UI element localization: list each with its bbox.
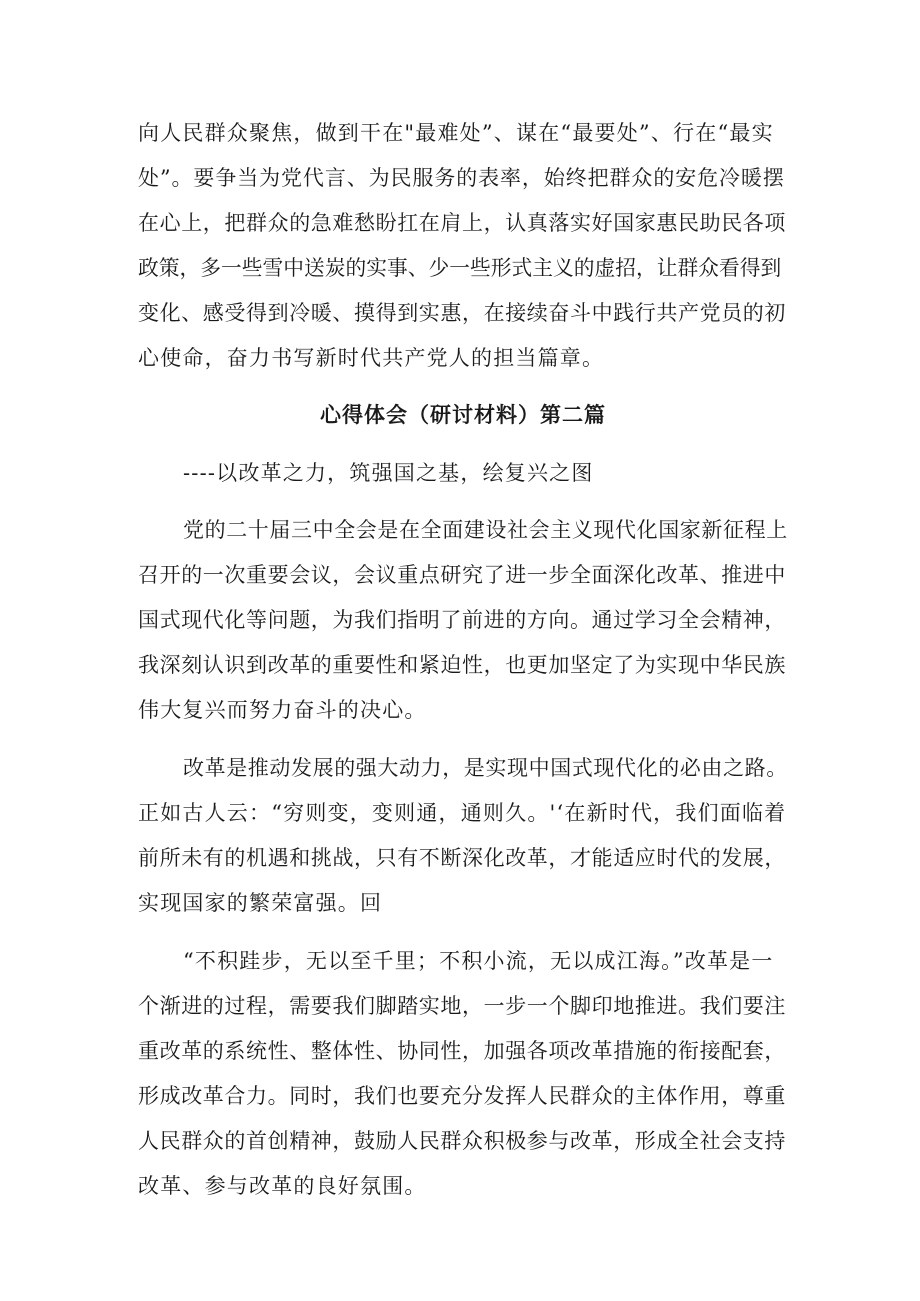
text-line: 改革是推动发展的强大动力，是实现中国式现代化的必由之路。 [183,756,788,780]
paragraph-3 [138,939,788,1209]
text-line: “不积跬步，无以至千里；不积小流，无以成江海。”改革是一 [183,949,774,973]
text-line: 实现国家的繁荣富强。回 [138,891,383,915]
paragraph-2 [138,746,788,926]
section-title: 心得体会（研讨材料）第二篇 [320,402,606,427]
text-line: 在心上，把群众的急难愁盼扛在肩上，认真落实好国家惠民助民各项 [138,211,786,235]
paragraph-continued [138,111,788,381]
text-line: 政策，多一些雪中送炭的实事、少一些形式主义的虚招，让群众看得到 [138,256,782,280]
subtitle: ----以改革之力，筑强国之基，绘复兴之图 [183,461,594,485]
paragraph-1 [138,508,788,733]
text-line: 召开的一次重要会议，会议重点研究了进一步全面深化改革、推进中 [138,563,786,587]
subtitle-paragraph [138,451,788,496]
text-line: 变化、感受得到冷暖、摸得到实惠，在接续奋斗中践行共产党员的初 [138,301,786,325]
text-line: 党的二十届三中全会是在全面建设社会主义现代化国家新征程上 [183,518,788,542]
text-line: 向人民群众聚焦，做到干在"最难处”、谋在“最要处”、行在“最实 [138,121,774,145]
text-line: 处”。要争当为党代言、为民服务的表率，始终把群众的安危冷暖摆 [138,166,785,190]
text-line: 正如古人云：“穷则变，变则通，通则久。'‘在新时代，我们面临着 [138,801,787,825]
text-line: 形成改革合力。同时，我们也要充分发挥人民群众的主体作用，尊重 [138,1084,786,1108]
text-line: 个渐进的过程，需要我们脚踏实地，一步一个脚印地推进。我们要注 [138,994,786,1018]
text-line: 伟大复兴而努力奋斗的决心。 [138,698,427,722]
text-line: 我深刻认识到改革的重要性和紧迫性，也更加坚定了为实现中华民族 [138,653,786,677]
text-line: 国式现代化等问题，为我们指明了前进的方向。通过学习全会精神， [138,608,786,632]
text-line: 前所未有的机遇和挑战，只有不断深化改革，才能适应时代的发展， [138,846,786,870]
text-line: 改革、参与改革的良好氛围。 [138,1174,427,1198]
text-line: 重改革的系统性、整体性、协同性，加强各项改革措施的衔接配套， [138,1039,786,1063]
text-line: 心使命，奋力书写新时代共产党人的担当篇章。 [138,346,605,370]
text-line: 人民群众的首创精神，鼓励人民群众积极参与改革，形成全社会支持 [138,1129,786,1153]
